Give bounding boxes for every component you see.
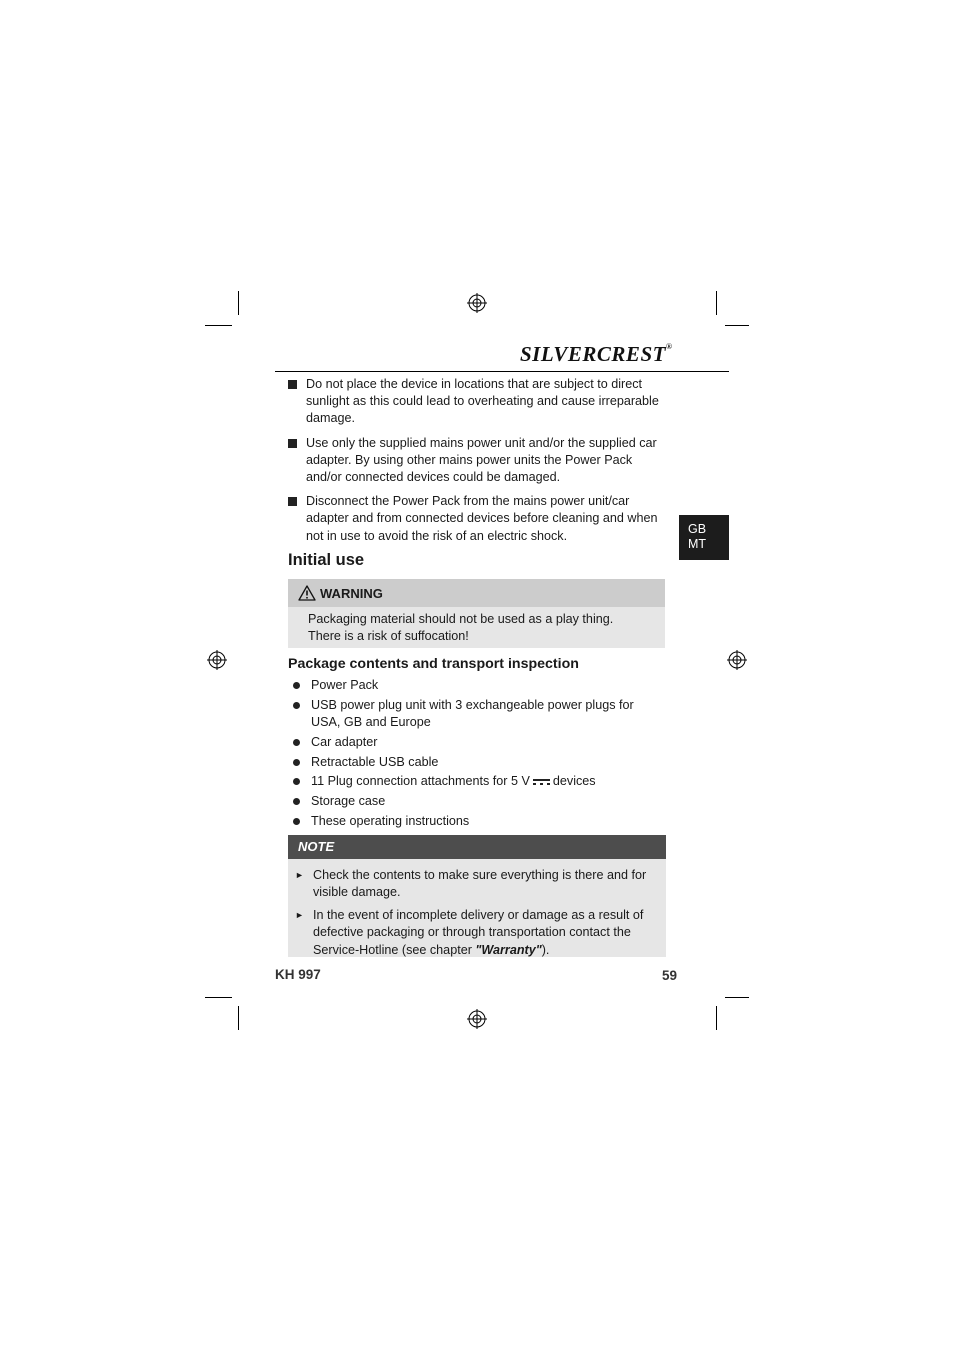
crop-mark (205, 997, 232, 998)
crop-mark (725, 325, 749, 326)
package-contents-list (292, 677, 664, 833)
registration-mark-icon (727, 650, 747, 670)
registration-mark-icon (467, 293, 487, 313)
brand-logo-text: SILVERCREST (520, 342, 666, 366)
crop-mark (238, 1006, 239, 1030)
list-item-text: ). (541, 942, 550, 957)
warning-text (288, 607, 665, 645)
list-item-text: Disconnect the Power Pack from the mains power unit/car adapter and from connected devices before cleaning and when not in use to avoid the risk of an electric shock. (306, 494, 658, 543)
crop-mark (716, 291, 717, 315)
language-code: GB (688, 522, 707, 536)
list-item-text: These operating instructions (311, 813, 470, 828)
language-tab (679, 515, 729, 560)
warning-line: Packaging material should not be used as a play thing. (308, 612, 614, 626)
list-item (292, 677, 664, 694)
list-item (292, 754, 664, 771)
arrow-bullet-icon: ► (295, 909, 304, 920)
note-title: NOTE (288, 835, 666, 859)
registration-mark-icon (467, 1009, 487, 1029)
section-heading: Initial use (288, 551, 365, 569)
square-bullet-icon (288, 439, 297, 448)
list-item (288, 867, 653, 902)
page-number: 59 (662, 968, 678, 983)
list-item (288, 493, 668, 545)
list-item-text: 11 Plug connection attachments for 5 V (311, 774, 530, 789)
round-bullet-icon (293, 702, 300, 709)
round-bullet-icon (293, 778, 300, 785)
square-bullet-icon (288, 380, 297, 389)
list-item-text: USB power plug unit with 3 exchangeable power plugs for USA, GB and Europe (311, 697, 634, 729)
crop-mark (205, 325, 232, 326)
chapter-reference: "Warranty" (475, 942, 542, 957)
safety-list (288, 376, 668, 552)
round-bullet-icon (293, 818, 300, 825)
list-item-text: Check the contents to make sure everything is there and for visible damage. (313, 868, 647, 900)
round-bullet-icon (293, 739, 300, 746)
list-item (292, 734, 664, 751)
list-item (288, 435, 668, 487)
crop-mark (716, 1006, 717, 1030)
arrow-bullet-icon: ► (295, 870, 304, 880)
warning-title: WARNING (320, 585, 383, 601)
note-box (288, 835, 666, 957)
crop-mark (238, 291, 239, 315)
round-bullet-icon (293, 798, 300, 805)
model-number: KH 997 (275, 967, 321, 982)
list-item-text: Car adapter (311, 734, 378, 749)
list-item-text: Storage case (311, 794, 386, 809)
list-item-text: In the event of incomplete delivery or damage as a result of defective packaging or through transportation contact the Service-Hotline (see chapter (313, 907, 644, 957)
round-bullet-icon (293, 682, 300, 689)
list-item-text: Use only the supplied mains power unit and/or the supplied car adapter. By using other mains power units the Power Pack and/or connected devices could be damaged. (306, 435, 657, 485)
warning-header (288, 579, 665, 607)
warning-triangle-icon (298, 585, 316, 601)
list-item (292, 697, 664, 731)
note-list (288, 859, 666, 959)
list-item (292, 793, 664, 810)
direct-current-icon (533, 779, 550, 785)
brand-logo (520, 342, 680, 368)
list-item (292, 813, 664, 830)
list-item-text: Power Pack (311, 678, 379, 692)
warning-box (288, 579, 665, 648)
list-item-text: Retractable USB cable (311, 754, 439, 769)
list-item (292, 773, 664, 790)
language-code: MT (688, 537, 707, 551)
subsection-heading: Package contents and transport inspection (288, 656, 579, 672)
registration-mark-icon (207, 650, 227, 670)
registered-mark: ® (665, 342, 673, 351)
square-bullet-icon (288, 497, 297, 506)
round-bullet-icon (293, 759, 300, 766)
list-item-text: Do not place the device in locations that are subject to direct sunlight as this could lead to overheating and cause irreparable damage. (306, 377, 659, 426)
crop-mark (725, 997, 749, 998)
header-rule (275, 371, 729, 372)
list-item (288, 376, 668, 428)
warning-line: There is a risk of suffocation! (308, 629, 469, 643)
list-item (288, 907, 653, 959)
list-item-text: devices (552, 774, 596, 789)
